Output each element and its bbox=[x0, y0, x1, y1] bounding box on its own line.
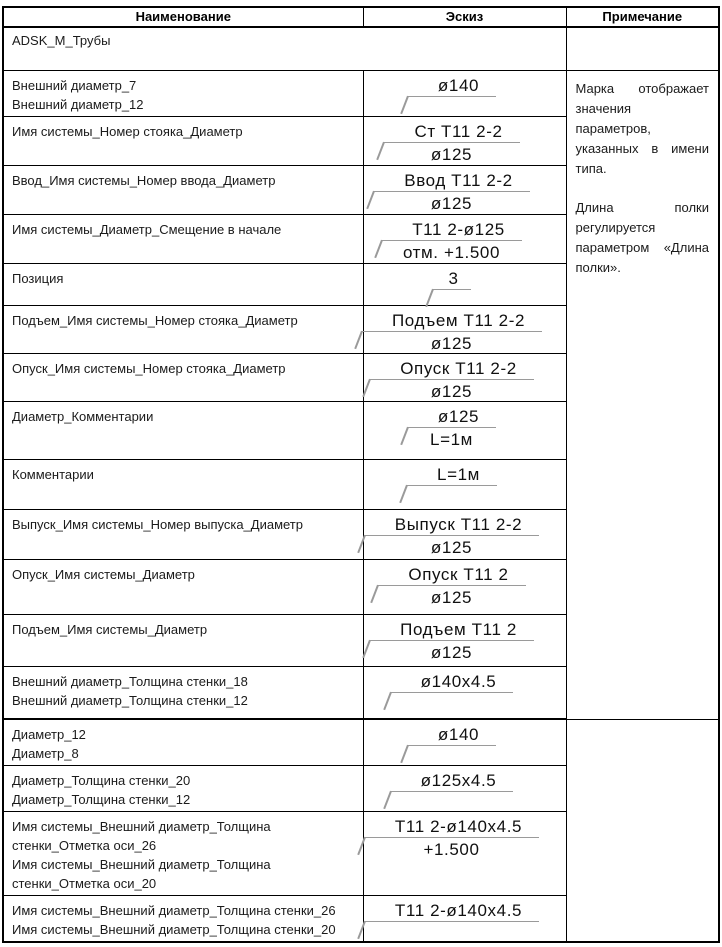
header-row bbox=[3, 7, 719, 27]
name-cell bbox=[3, 263, 363, 305]
tag-shelf-text: Т11 2-ø140x4.5 bbox=[364, 817, 539, 838]
name-cell bbox=[3, 812, 363, 896]
name-cell bbox=[3, 666, 363, 719]
sketch-cell bbox=[363, 509, 566, 559]
sketch-tag bbox=[361, 311, 542, 353]
sketch-tag bbox=[381, 220, 522, 262]
sketch-tag bbox=[390, 771, 514, 792]
tag-below-shelf-text: ø125 bbox=[430, 537, 473, 557]
name-line: Диаметр_Толщина стенки_20 bbox=[12, 773, 191, 788]
tag-shelf-text: ø140 bbox=[407, 725, 496, 746]
name-cell bbox=[3, 614, 363, 666]
sketch-cell bbox=[363, 812, 566, 896]
name-line: Имя системы_Внешний диаметр_Толщина стенки_26 bbox=[12, 903, 336, 918]
sketch-tag bbox=[407, 407, 496, 449]
name-line: Ввод_Имя системы_Номер ввода_Диаметр bbox=[12, 172, 276, 188]
name-line: Имя системы_Внешний диаметр_Толщина стенки_20 bbox=[12, 922, 336, 937]
table-row bbox=[3, 70, 719, 116]
name-cell bbox=[3, 70, 363, 116]
note-cell-empty-top bbox=[566, 27, 719, 70]
name-line: Диаметр_12 bbox=[12, 727, 86, 742]
name-line: Диаметр_Комментарии bbox=[12, 408, 154, 424]
note-paragraph: Марка отображает значения параметров, указанных в имени типа. bbox=[575, 80, 709, 176]
column-header-sketch: Эскиз bbox=[363, 7, 566, 27]
name-line: Внешний диаметр_Толщина стенки_12 bbox=[12, 692, 248, 708]
name-cell bbox=[3, 719, 363, 766]
tag-shelf-text: Т11 2-ø140x4.5 bbox=[364, 901, 539, 922]
name-cell bbox=[3, 766, 363, 812]
sketch-tag bbox=[383, 122, 519, 164]
sketch-tag bbox=[364, 515, 539, 557]
tag-shelf-text: Подъем Т11 2 bbox=[369, 620, 534, 641]
tag-below-shelf-text: +1.500 bbox=[423, 840, 480, 859]
name-cell bbox=[3, 459, 363, 509]
name-cell bbox=[3, 116, 363, 165]
sketch-tag bbox=[373, 171, 529, 213]
name-line: Имя системы_Диаметр_Смещение в начале bbox=[12, 221, 282, 237]
sketch-cell bbox=[363, 666, 566, 719]
sketch-cell bbox=[363, 559, 566, 614]
sketch-tag bbox=[390, 672, 514, 693]
tag-shelf-text: L=1м bbox=[406, 465, 497, 486]
name-cell bbox=[3, 214, 363, 263]
sketch-tag bbox=[406, 465, 497, 486]
name-line: Диаметр_Толщина стенки_12 bbox=[12, 792, 191, 807]
note-cell bbox=[566, 70, 719, 719]
sketch-tag bbox=[369, 620, 534, 662]
sketch-tag bbox=[432, 269, 470, 290]
tag-below-shelf-text: ø125 bbox=[430, 193, 473, 213]
sketch-tag bbox=[407, 76, 496, 97]
sketch-cell bbox=[363, 896, 566, 943]
name-cell bbox=[3, 305, 363, 353]
note-cell-empty-bottom bbox=[566, 719, 719, 942]
tag-below-shelf-text: ø125 bbox=[430, 381, 473, 401]
sketch-cell bbox=[363, 459, 566, 509]
sketch-cell bbox=[363, 116, 566, 165]
tag-below-shelf-text: ø125 bbox=[430, 642, 473, 662]
sketch-cell bbox=[363, 214, 566, 263]
column-header-name: Наименование bbox=[3, 7, 363, 27]
tag-shelf-text: Т11 2-ø125 bbox=[381, 220, 522, 241]
sketch-cell bbox=[363, 766, 566, 812]
sketch-cell bbox=[363, 305, 566, 353]
name-line: Имя системы_Внешний диаметр_Толщина стенки_Отметка оси_20 bbox=[12, 857, 271, 891]
sketch-cell bbox=[363, 263, 566, 305]
tag-below-shelf-text: отм. +1.500 bbox=[402, 242, 501, 262]
name-cell bbox=[3, 353, 363, 401]
tag-below-shelf-text: ø125 bbox=[430, 587, 473, 607]
name-line: Внешний диаметр_12 bbox=[12, 96, 144, 112]
sketch-cell bbox=[363, 719, 566, 766]
tag-shelf-text: ø125x4.5 bbox=[390, 771, 514, 792]
tag-shelf-text: Опуск Т11 2 bbox=[377, 565, 525, 586]
tag-shelf-text: Выпуск Т11 2-2 bbox=[364, 515, 539, 536]
tag-shelf-text: 3 bbox=[432, 269, 470, 290]
name-line: Выпуск_Имя системы_Номер выпуска_Диаметр bbox=[12, 516, 303, 532]
name-line: Имя системы_Номер стояка_Диаметр bbox=[12, 123, 243, 139]
family-row bbox=[3, 27, 719, 70]
name-line: Внешний диаметр_7 bbox=[12, 77, 137, 93]
tag-shelf-text: Опуск Т11 2-2 bbox=[369, 359, 534, 380]
sketch-tag bbox=[377, 565, 525, 607]
name-line: Внешний диаметр_Толщина стенки_18 bbox=[12, 673, 248, 689]
sketch-cell bbox=[363, 353, 566, 401]
tag-below-shelf-text: ø125 bbox=[430, 144, 473, 164]
name-line: Подъем_Имя системы_Номер стояка_Диаметр bbox=[12, 312, 298, 328]
name-line: Опуск_Имя системы_Номер стояка_Диаметр bbox=[12, 360, 286, 376]
sketch-tag bbox=[407, 725, 496, 746]
tag-shelf-text: ø125 bbox=[407, 407, 496, 428]
name-cell bbox=[3, 509, 363, 559]
sketch-tag bbox=[364, 817, 539, 859]
name-line: Имя системы_Внешний диаметр_Толщина стенки_Отметка оси_26 bbox=[12, 819, 271, 853]
name-line: Позиция bbox=[12, 270, 64, 286]
sketch-cell bbox=[363, 401, 566, 459]
tag-shelf-text: ø140x4.5 bbox=[390, 672, 514, 693]
tag-shelf-text: Ввод Т11 2-2 bbox=[373, 171, 529, 192]
family-name-cell: ADSK_M_Трубы bbox=[3, 27, 566, 70]
tag-shelf-text: Ст Т11 2-2 bbox=[383, 122, 519, 143]
name-cell bbox=[3, 896, 363, 943]
tag-below-shelf-text: L=1м bbox=[430, 429, 473, 449]
tag-below-shelf-text: ø125 bbox=[430, 333, 473, 353]
sketch-cell bbox=[363, 165, 566, 214]
name-line: Комментарии bbox=[12, 466, 94, 482]
sketch-cell bbox=[363, 70, 566, 116]
tag-spec-table bbox=[2, 6, 720, 943]
name-cell bbox=[3, 165, 363, 214]
sketch-tag bbox=[369, 359, 534, 401]
name-cell bbox=[3, 401, 363, 459]
tag-shelf-text: ø140 bbox=[407, 76, 496, 97]
name-line: Диаметр_8 bbox=[12, 746, 79, 761]
column-header-note: Примечание bbox=[566, 7, 719, 27]
sketch-cell bbox=[363, 614, 566, 666]
tag-shelf-text: Подъем Т11 2-2 bbox=[361, 311, 542, 332]
name-line: Опуск_Имя системы_Диаметр bbox=[12, 566, 195, 582]
name-line: Подъем_Имя системы_Диаметр bbox=[12, 621, 208, 637]
table-row bbox=[3, 719, 719, 766]
note-paragraph: Длина полки регулируется параметром «Длина полки». bbox=[575, 199, 709, 275]
sketch-tag bbox=[364, 901, 539, 922]
name-cell bbox=[3, 559, 363, 614]
